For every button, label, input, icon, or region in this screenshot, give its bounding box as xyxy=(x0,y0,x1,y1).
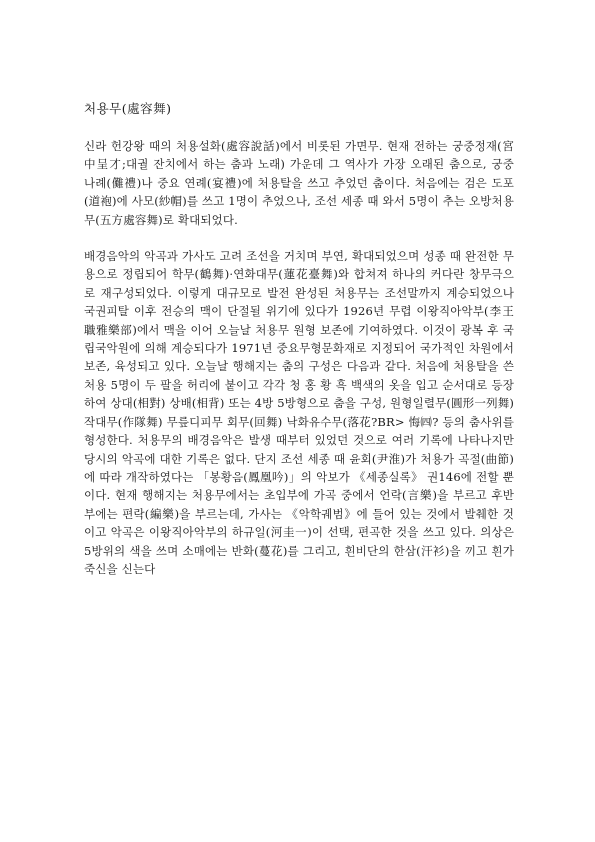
paragraph-history: 배경음악의 악곡과 가사도 고려 조선을 거치며 부연, 확대되었으며 성종 때 완전한 무용으로 정립되어 학무(鶴舞)·연화대무(蓮花臺舞)와 합쳐져 하나의 커다란 창무극으로 재구성되었다. 이렇게 대규모로 발전 완성된 처용무는 조선말까지 계승되었으나 국권피탈 이후 전승의 맥이 단절될 위기에 있다가 1926년 무렵 이왕직아악부(李王職雅樂部)에서 맥을 이어 오늘날 처용무 원형 보존에 기여하였다. 이것이 광복 후 국립국악원에 의해 계승되다가 1971년 중요무형문화재로 지정되어 국가적인 차원에서 보존, 육성되고 있다. 오늘날 행해지는 춤의 구성은 다음과 같다. 처음에 처용탈을 쓴 처용 5명이 두 팔을 허리에 붙이고 각각 청 홍 황 흑 백색의 옷을 입고 순서대로 등장하여 상대(相對) 상배(相背) 또는 4방 5방형으로 춤을 구성, 원형일렬무(圓形一列舞) 작대무(作隊舞) 무릎디피무 회무(回舞) 낙화유수무(落花?BR> 悔㈣? 등의 춤사위를 형성한다. 처용무의 배경음악은 발생 때부터 있었던 것으로 여러 기록에 나타나지만 당시의 악곡에 대한 기록은 없다. 단지 조선 세종 때 윤회(尹淮)가 처용가 곡절(曲節)에 따라 개작하였다는 「봉황음(鳳凰吟)」의 악보가 《세종실록》 권146에 전할 뿐이다. 현재 행해지는 처용무에서는 초입부에 가곡 중에서 언락(言樂)을 부르고 후반부에는 편락(編樂)을 부르는데, 가사는 《악학궤범》에 들어 있는 것에서 발췌한 것이고 악곡은 이왕직아악부의 하규일(河圭一)이 선택, 편곡한 것을 쓰고 있다. 의상은 5방위의 색을 쓰며 소매에는 반화(蔓花)를 그리고, 흰비단의 한삼(汗衫)을 끼고 흰가죽신을 신는다 xyxy=(84,249,514,576)
paragraph-intro: 신라 헌강왕 때의 처용설화(處容說話)에서 비롯된 가면무. 현재 전하는 궁중정재(宮中呈才;대궐 잔치에서 하는 춤과 노래) 가운데 그 역사가 가장 오래된 춤으로, 궁중 나례(儺禮)나 중요 연례(宴禮)에 처용탈을 쓰고 추었던 춤이다. 처음에는 검은 도포(道袍)에 사모(紗帽)를 쓰고 1명이 추었으나, 조선 세종 때 와서 5명이 추는 오방처용무(五方處容舞)로 확대되었다. xyxy=(84,139,514,227)
document-body xyxy=(84,100,514,596)
document-title: 처용무(處容舞) xyxy=(84,101,172,116)
